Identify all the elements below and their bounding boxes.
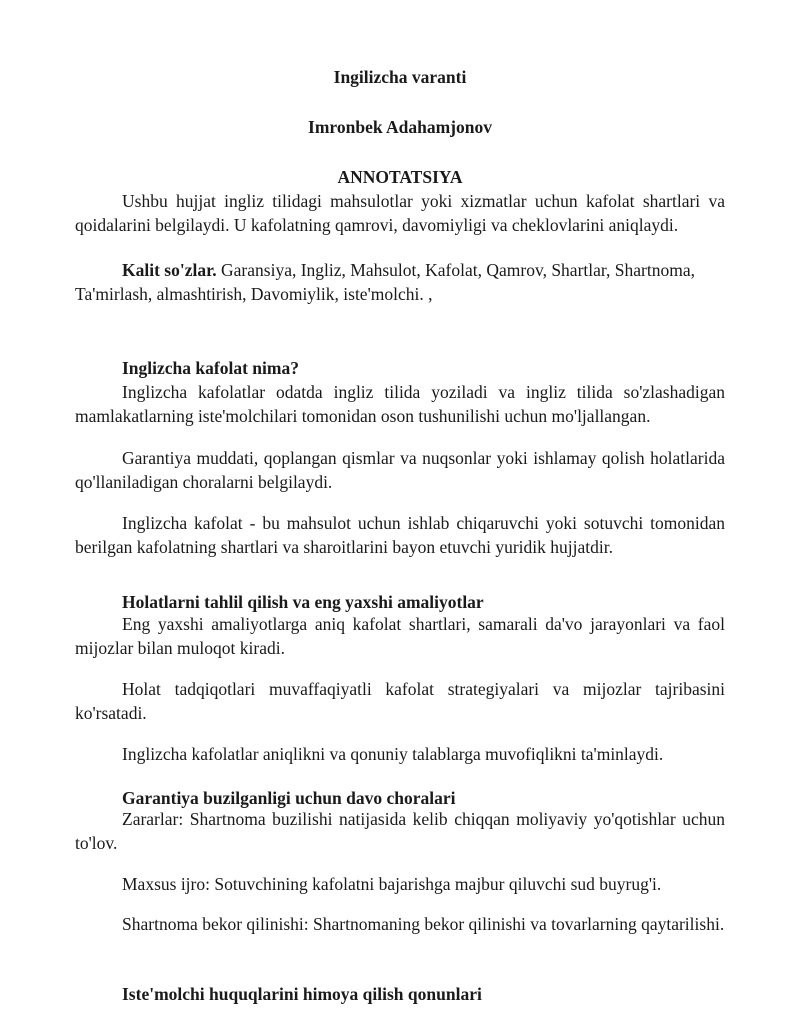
document-author: Imronbek Adahamjonov [308, 117, 492, 137]
body-paragraph: Inglizcha kafolatlar odatda ingliz tilida yoziladi va ingliz tilida so'zlashadigan mamlakatlarning iste'molchilari tomonidan oson tushunilishi uchun mo'ljallangan. [75, 382, 725, 426]
keywords-label: Kalit so'zlar. [122, 260, 217, 280]
section-heading: Holatlarni tahlil qilish va eng yaxshi amaliyotlar [122, 592, 484, 612]
section-heading: Garantiya buzilganligi uchun davo choralari [122, 788, 456, 808]
section-heading: Iste'molchi huquqlarini himoya qilish qonunlari [122, 984, 482, 1004]
body-paragraph: Inglizcha kafolat - bu mahsulot uchun ishlab chiqaruvchi yoki sotuvchi tomonidan berilgan kafolatning shartlari va sharoitlarini bayon etuvchi yuridik hujjatdir. [75, 513, 725, 557]
body-paragraph: Eng yaxshi amaliyotlarga aniq kafolat shartlari, samarali da'vo jarayonlari va faol mijozlar bilan muloqot kiradi. [75, 614, 725, 658]
body-paragraph: Maxsus ijro: Sotuvchining kafolatni bajarishga majbur qiluvchi sud buyrug'i. [122, 874, 662, 894]
section-heading: Inglizcha kafolat nima? [122, 358, 299, 378]
body-paragraph: Inglizcha kafolatlar aniqlikni va qonuniy talablarga muvofiqlikni ta'minlaydi. [122, 744, 664, 764]
abstract-heading: ANNOTATSIYA [337, 167, 463, 187]
keywords-text: Garansiya, Ingliz, Mahsulot, Kafolat, Qamrov, Shartlar, Shartnoma, Ta'mirlash, almashtirish, Davomiylik, iste'molchi. , [75, 260, 695, 304]
body-paragraph: Holat tadqiqotlari muvaffaqiyatli kafolat strategiyalari va mijozlar tajribasini ko'rsatadi. [75, 679, 725, 723]
keywords-paragraph [75, 258, 725, 306]
body-paragraph: Shartnoma bekor qilinishi: Shartnomaning bekor qilinishi va tovarlarning qaytarilishi. [122, 914, 725, 934]
document-title: Ingilizcha varanti [333, 67, 467, 87]
document-page [75, 0, 725, 1035]
abstract-paragraph: Ushbu hujjat ingliz tilidagi mahsulotlar yoki xizmatlar uchun kafolat shartlari va qoidalarini belgilaydi. U kafolatning qamrovi, davomiyligi va cheklovlarini aniqlaydi. [75, 191, 725, 235]
body-paragraph: Zararlar: Shartnoma buzilishi natijasida kelib chiqqan moliyaviy yo'qotishlar uchun to'lov. [75, 809, 725, 853]
body-paragraph: Garantiya muddati, qoplangan qismlar va nuqsonlar yoki ishlamay qolish holatlarida qo'llaniladigan choralarni belgilaydi. [75, 448, 725, 492]
